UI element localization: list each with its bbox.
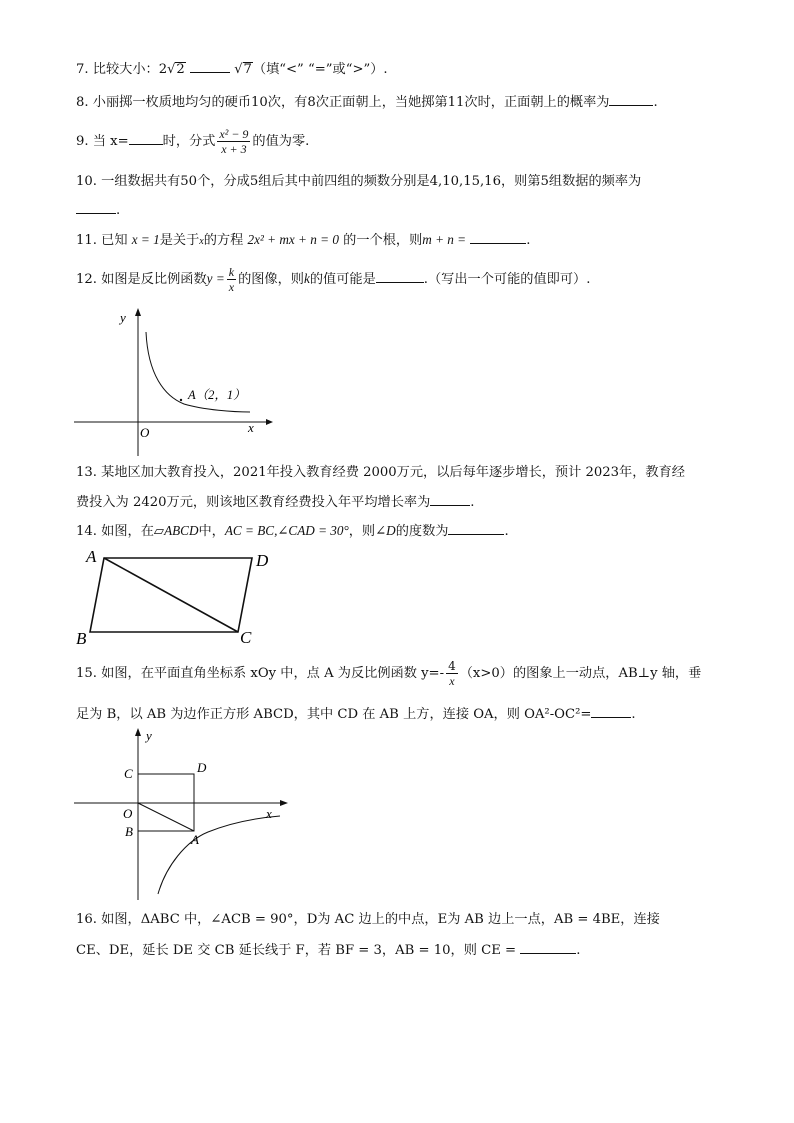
- q12-denominator: x: [228, 280, 235, 294]
- question-11: [76, 229, 530, 252]
- q11-mid3: 的一个根，则: [343, 233, 423, 248]
- x-axis-arrow: [266, 419, 273, 425]
- answer-blank[interactable]: [591, 703, 631, 718]
- figure-14-parallelogram: [72, 544, 282, 650]
- y-axis-label: y: [120, 310, 126, 325]
- answer-blank[interactable]: [470, 229, 526, 244]
- vertex-d-label: D: [256, 551, 269, 570]
- question-12: [76, 259, 590, 300]
- vertex-c-label: C: [240, 628, 252, 647]
- question-13: [76, 463, 685, 483]
- q12-mid: 的图像，则: [238, 272, 304, 287]
- question-15: [76, 654, 701, 694]
- point-a-label: A（2，1）: [188, 388, 246, 402]
- q11-ask: m + n =: [422, 232, 467, 247]
- point-b-label: B: [125, 824, 133, 839]
- q14-angle: ∠D: [375, 523, 396, 538]
- q15-line2: 足为 B，以 AB 为边作正方形 ABCD，其中 CD 在 AB 上方，连接 OA，则 OA²-OC²=: [76, 707, 592, 722]
- answer-blank[interactable]: [129, 130, 163, 145]
- q13-end: .: [470, 495, 475, 510]
- q7-prefix: 7. 比较大小：2: [76, 62, 168, 77]
- q15-fraction: [446, 659, 458, 688]
- q12-k: k: [304, 271, 310, 286]
- q14-end: .: [504, 524, 509, 539]
- q14-shape: ▱ABCD: [153, 523, 199, 538]
- q12-prefix: 12. 如图是反比例函数: [76, 272, 207, 287]
- q9-mid: 时，分式: [162, 134, 216, 149]
- q14-suffix: 的度数为: [395, 524, 449, 539]
- q15-denominator: x: [449, 674, 455, 688]
- q13-line1: 13. 某地区加大教育投入，2021年投入教育经费 2000万元，以后每年逐步增长，预计 2023年，教育经: [76, 465, 685, 480]
- answer-blank[interactable]: [448, 520, 504, 535]
- q14-mid2: ，则: [348, 524, 376, 539]
- diagonal-ac: [104, 558, 238, 632]
- y-axis-arrow: [135, 728, 141, 736]
- q9-fraction: [217, 127, 250, 156]
- q15-line1b: （x>0）的图象上一动点，AB⊥y 轴，垂: [459, 666, 702, 681]
- answer-blank[interactable]: [430, 491, 470, 506]
- point-a-dot: [180, 399, 182, 401]
- q12-fraction: [227, 265, 236, 294]
- q11-prefix: 11. 已知: [76, 233, 128, 248]
- q15-end: .: [631, 707, 636, 722]
- point-c-label: C: [124, 766, 133, 781]
- question-7: [76, 58, 388, 80]
- q7-suffix: （填“<” “=”或“>”）.: [252, 62, 388, 77]
- q8-text: 8. 小丽掷一枚质地均匀的硬币10次，有8次正面朝上，当她掷第11次时，正面朝上的概率为: [76, 95, 610, 110]
- figure-12-hyperbola: [74, 304, 274, 456]
- figure-15-coordinate-square: [74, 726, 290, 902]
- q11-mid2: 的方程: [203, 233, 244, 248]
- q15-line1a: 15. 如图，在平面直角坐标系 xOy 中，点 A 为反比例函数 y=-: [76, 666, 445, 681]
- question-10: [76, 172, 641, 192]
- q16-line2: CE、DE，延长 DE 交 CB 延长线于 F，若 BF = 3，AB = 10，则 CE =: [76, 943, 517, 958]
- question-14: [76, 520, 509, 542]
- q11-equation: 2x² + mx + n = 0: [247, 232, 339, 247]
- q16-end: .: [576, 943, 581, 958]
- q12-lhs: y =: [206, 271, 225, 286]
- y-axis-label: y: [146, 728, 152, 743]
- question-10-line2: [76, 199, 120, 221]
- q8-end: .: [653, 95, 658, 110]
- q12-mid2: 的值可能是: [309, 272, 376, 287]
- q9-suffix: 的值为零.: [252, 134, 310, 149]
- question-8: [76, 91, 658, 113]
- vertex-b-label: B: [76, 629, 87, 648]
- q10-line1: 10. 一组数据共有50个，分成5组后其中前四组的频数分别是4,10,15,16，则第5组数据的频率为: [76, 174, 642, 189]
- question-15-line2: [76, 703, 636, 725]
- sqrt-sign: √: [167, 62, 176, 77]
- sqrt-sign: √: [234, 62, 243, 77]
- question-16-line2: [76, 939, 580, 961]
- q10-end: .: [116, 203, 121, 218]
- vertex-a-label: A: [86, 547, 97, 566]
- q14-mid: 中，: [198, 524, 225, 539]
- q12-suffix: .（写出一个可能的值即可）.: [423, 272, 591, 287]
- q14-prefix: 14. 如图，在: [76, 524, 154, 539]
- q13-line2: 费投入为 2420万元，则该地区教育经费投入年平均增长率为: [76, 495, 431, 510]
- point-d-label: D: [197, 760, 207, 775]
- q9-prefix: 9. 当 x=: [76, 134, 129, 149]
- x-axis-label: x: [266, 806, 272, 821]
- answer-blank[interactable]: [609, 91, 653, 106]
- origin-label: O: [123, 806, 133, 821]
- q9-numerator: x² − 9: [219, 127, 249, 141]
- segment-oa: [138, 803, 194, 831]
- x-axis-arrow: [280, 800, 288, 806]
- origin-label: O: [140, 425, 150, 440]
- answer-blank[interactable]: [520, 939, 576, 954]
- q7-radicand-1: 2: [176, 62, 185, 77]
- q9-denominator: x + 3: [221, 142, 247, 156]
- answer-blank[interactable]: [376, 268, 424, 283]
- answer-blank[interactable]: [190, 58, 230, 73]
- q14-condition: AC = BC,∠CAD = 30°: [224, 523, 349, 538]
- q11-mid1: 是关于: [159, 233, 200, 248]
- point-a-label: A: [191, 832, 199, 847]
- q11-end: .: [526, 233, 531, 248]
- q12-numerator: k: [228, 265, 235, 279]
- x-axis-label: x: [248, 420, 254, 435]
- q7-radicand-2: 7: [243, 62, 252, 77]
- question-16: [76, 910, 660, 930]
- y-axis-arrow: [135, 308, 141, 316]
- question-9: [76, 122, 309, 162]
- answer-blank[interactable]: [76, 199, 116, 214]
- question-13-line2: [76, 491, 474, 513]
- q11-condition: x = 1: [131, 232, 160, 247]
- hyperbola-curve: [158, 816, 280, 894]
- q11-var: x: [199, 236, 204, 247]
- q15-numerator: 4: [448, 659, 456, 673]
- q16-line1: 16. 如图，ΔABC 中，∠ACB = 90°，D为 AC 边上的中点，E为 AB 边上一点，AB = 4BE，连接: [76, 912, 660, 927]
